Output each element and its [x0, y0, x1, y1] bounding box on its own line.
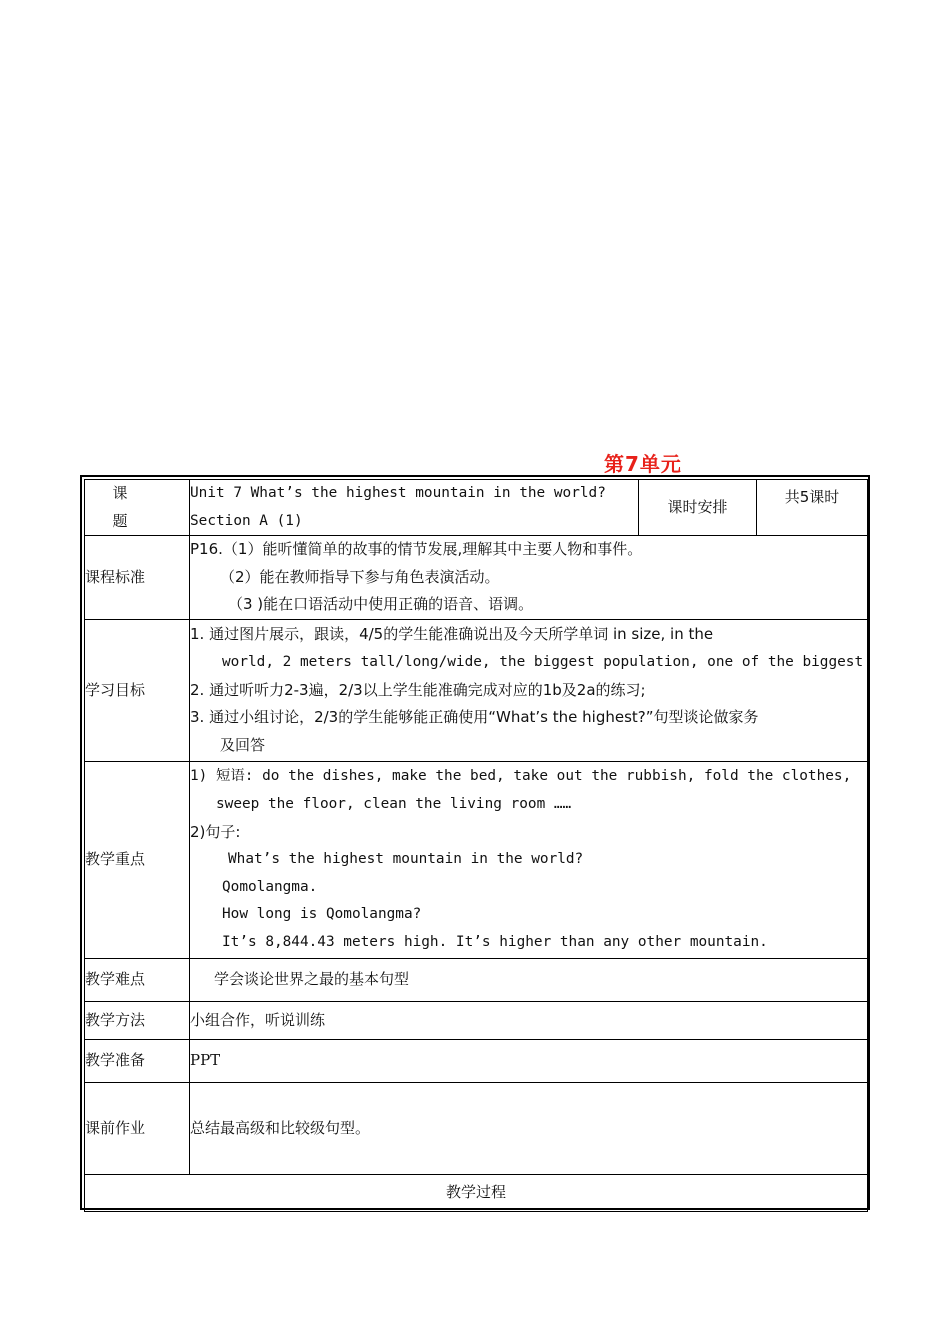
- objectives-row: [85, 619, 868, 761]
- standard-row: [85, 536, 868, 620]
- process-row: [85, 1174, 868, 1211]
- schedule-value: 共5课时: [757, 480, 868, 536]
- topic-value: Unit 7 What’s the highest mountain in the world? Section A (1): [190, 480, 639, 536]
- unit-title: 第7单元: [604, 452, 682, 476]
- topic-label: 课 题: [85, 480, 190, 536]
- difficulties-content: 学会谈论世界之最的基本句型: [190, 958, 868, 1001]
- method-label: 教学方法: [85, 1001, 190, 1039]
- process-label: 教学过程: [85, 1174, 868, 1211]
- objectives-content: 1. 通过图片展示，跟读，4/5的学生能准确说出及今天所学单词 in size, in the world, 2 meters tall/long/wide, the biggest population, one of the biggest 2. 通过听听力2-3遍，2/3以上学生能准确完成对应的1b及2a的练习; 3. 通过小组讨论，2/3的学生能够能正确使用“What’s the highest?”句型谈论做家务 及回答: [190, 619, 868, 761]
- homework-content: 总结最高级和比较级句型。: [190, 1082, 868, 1174]
- preparation-row: [85, 1039, 868, 1082]
- preparation-content: PPT: [190, 1039, 868, 1082]
- topic-row: [85, 480, 868, 536]
- schedule-label: 课时安排: [639, 480, 757, 536]
- method-content: 小组合作，听说训练: [190, 1001, 868, 1039]
- method-row: [85, 1001, 868, 1039]
- homework-label: 课前作业: [85, 1082, 190, 1174]
- preparation-label: 教学准备: [85, 1039, 190, 1082]
- key-points-row: [85, 761, 868, 958]
- standard-content: P16.（1）能听懂简单的故事的情节发展,理解其中主要人物和事件。 （2）能在教师指导下参与角色表演活动。 （3 )能在口语活动中使用正确的语音、语调。: [190, 536, 868, 620]
- lesson-plan-table: [84, 479, 868, 1212]
- standard-label: 课程标准: [85, 536, 190, 620]
- difficulties-label: 教学难点: [85, 958, 190, 1001]
- objectives-label: 学习目标: [85, 619, 190, 761]
- key-points-content: 1) 短语: do the dishes, make the bed, take out the rubbish, fold the clothes, sweep the floor, clean the living room …… 2)句子: What’s the highest mountain in the world? Qomolangma. How long is Qomolangma? It’s 8,844.43 meters high. It’s higher than any other mountain.: [190, 761, 868, 958]
- key-points-label: 教学重点: [85, 761, 190, 958]
- homework-row: [85, 1082, 868, 1174]
- difficulties-row: [85, 958, 868, 1001]
